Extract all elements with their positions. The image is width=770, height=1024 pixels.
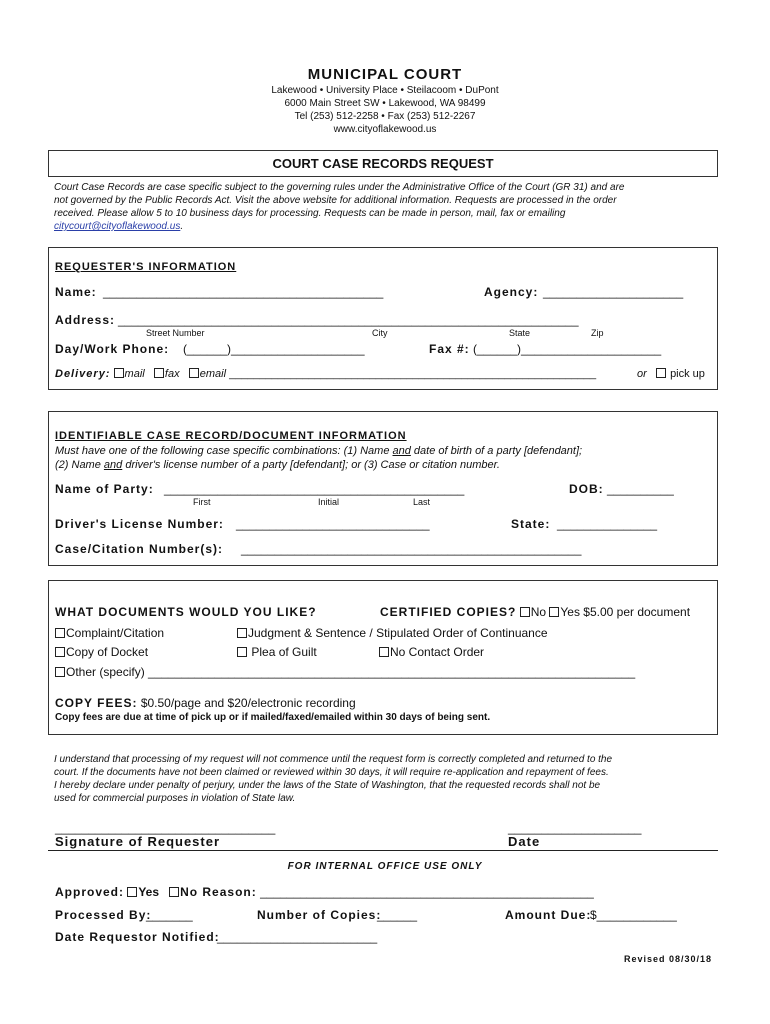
fax-option-label: fax <box>164 368 180 380</box>
certified-no-label: No <box>530 605 547 619</box>
certified-yes-label: Yes $5.00 per document <box>560 605 691 619</box>
intro-line-3: received. Please allow 5 to 10 business days for processing. Requests can be made in person, mail, fax or emailing <box>54 208 566 219</box>
docket-checkbox[interactable] <box>55 647 65 657</box>
judgment-label: Judgment & Sentence / Stipulated Order of Continuance <box>248 626 548 640</box>
party-name-label: Name of Party: <box>55 482 154 496</box>
approved-yes-checkbox[interactable] <box>127 887 137 897</box>
mail-checkbox[interactable] <box>114 368 124 378</box>
complaint-label: Complaint/Citation <box>66 626 165 640</box>
complaint-checkbox[interactable] <box>55 628 65 638</box>
case-note-1b: date of birth of a party [defendant]; <box>410 445 583 457</box>
docket-option <box>55 645 148 659</box>
case-info-heading: IDENTIFIABLE CASE RECORD/DOCUMENT INFORMATION <box>55 430 407 442</box>
email-option-label: email <box>199 368 227 380</box>
address-field[interactable]: _____________________________________________________________________ <box>118 313 579 327</box>
declaration-line-4: used for commercial purposes in violation of State law. <box>54 793 296 804</box>
court-name: MUNICIPAL COURT <box>307 66 463 83</box>
declaration-line-2: court. If the documents have not been claimed or reviewed within 30 days, it will require re-application and repayment of fees. <box>54 767 609 778</box>
nocontact-label: No Contact Order <box>390 645 485 659</box>
address-sub-street: Street Number <box>146 328 205 338</box>
copy-fees-row <box>55 696 356 710</box>
court-email-link[interactable]: citycourt@cityoflakewood.us <box>54 221 181 232</box>
date-label: Date <box>508 834 541 849</box>
amount-due-label: Amount Due: <box>505 908 592 922</box>
case-note-1-and: and <box>392 445 411 457</box>
case-note-2-and: and <box>103 459 123 471</box>
license-field[interactable]: _____________________________ <box>236 517 430 531</box>
certified-copies-row <box>380 605 690 619</box>
copy-fees-note: Copy fees are due at time of pick up or if mailed/faxed/emailed within 30 days of being sent. <box>55 712 491 723</box>
signature-label: Signature of Requester <box>55 834 221 849</box>
date-field[interactable]: ____________________ <box>508 821 642 835</box>
pickup-option <box>656 368 705 380</box>
other-label: Other (specify) <box>66 665 145 679</box>
requester-heading: REQUESTER'S INFORMATION <box>55 261 237 273</box>
plea-option <box>237 645 317 659</box>
nocontact-option <box>379 645 484 659</box>
license-label: Driver's License Number: <box>55 517 224 531</box>
intro-period: . <box>180 221 184 232</box>
dob-label: DOB: <box>569 482 604 496</box>
form-title: COURT CASE RECORDS REQUEST <box>272 156 494 171</box>
declaration-line-1: I understand that processing of my request will not commence until the request form is correctly completed and returned to the <box>54 754 613 765</box>
copy-fees-text: $0.50/page and $20/electronic recording <box>140 696 356 710</box>
email-checkbox[interactable] <box>189 368 199 378</box>
revised-date: Revised 08/30/18 <box>624 954 713 964</box>
party-name-field[interactable]: _____________________________________________ <box>164 482 465 496</box>
address-sub-state: State <box>509 328 531 338</box>
notified-field[interactable]: ________________________ <box>217 930 378 944</box>
judgment-checkbox[interactable] <box>237 628 247 638</box>
party-sub-last: Last <box>413 497 431 507</box>
amount-due-field[interactable]: $____________ <box>590 908 677 922</box>
processed-by-label: Processed By: <box>55 908 152 922</box>
signature-field[interactable]: _________________________________ <box>55 821 276 835</box>
office-use-heading: FOR INTERNAL OFFICE USE ONLY <box>287 861 483 872</box>
court-address: 6000 Main Street SW • Lakewood, WA 98499 <box>284 98 486 109</box>
declaration-line-3: I hereby declare under penalty of perjury, under the laws of the State of Washington, that the requested records shall not be <box>54 780 601 791</box>
copies-label: Number of Copies: <box>257 908 382 922</box>
intro-line-2: not governed by the Public Records Act. Visit the above website for additional information. Requests are processed in the order <box>54 195 617 206</box>
other-option <box>55 665 635 679</box>
intro-line-4 <box>54 221 183 232</box>
name-label: Name: <box>55 285 97 299</box>
case-note-2b: driver's license number of a party [defendant]; or (3) Case or citation number. <box>122 459 500 471</box>
license-state-field[interactable]: _______________ <box>557 517 658 531</box>
certified-no-checkbox[interactable] <box>520 607 530 617</box>
phone-field[interactable]: (______)____________________ <box>183 342 365 356</box>
other-checkbox[interactable] <box>55 667 65 677</box>
delivery-row <box>55 368 596 380</box>
case-note-1 <box>55 445 582 457</box>
court-website: www.cityoflakewood.us <box>333 124 437 135</box>
copies-field[interactable]: ______ <box>377 908 418 922</box>
fax-label: Fax #: <box>429 342 470 356</box>
approved-no-checkbox[interactable] <box>169 887 179 897</box>
approved-yes-label: Yes <box>138 885 160 899</box>
or-label: or <box>637 368 647 380</box>
case-note-2 <box>55 459 500 471</box>
notified-label: Date Requestor Notified: <box>55 930 220 944</box>
address-sub-city: City <box>372 328 388 338</box>
intro-line-1: Court Case Records are case specific subject to the governing rules under the Administrative Office of the Court (GR 31) and are <box>54 182 625 193</box>
name-field[interactable]: __________________________________________ <box>103 285 384 299</box>
approved-no-reason-label: No Reason: <box>180 885 257 899</box>
copy-fees-label: COPY FEES: <box>55 696 138 710</box>
citation-label: Case/Citation Number(s): <box>55 542 224 556</box>
delivery-label: Delivery: <box>55 368 111 380</box>
citation-field[interactable]: ___________________________________________________ <box>241 542 582 556</box>
title-box <box>48 150 718 177</box>
dob-field[interactable]: __________ <box>607 482 674 496</box>
other-field[interactable]: _________________________________________________________________________ <box>148 665 636 679</box>
plea-checkbox[interactable] <box>237 647 247 657</box>
phone-label: Day/Work Phone: <box>55 342 170 356</box>
certified-label: CERTIFIED COPIES? <box>380 605 517 619</box>
license-state-label: State: <box>511 517 551 531</box>
complaint-option <box>55 626 164 640</box>
pickup-checkbox[interactable] <box>656 368 666 378</box>
address-sub-zip: Zip <box>591 328 604 338</box>
agency-label: Agency: <box>484 285 539 299</box>
nocontact-checkbox[interactable] <box>379 647 389 657</box>
certified-yes-checkbox[interactable] <box>549 607 559 617</box>
signature-divider <box>48 850 718 851</box>
address-label: Address: <box>55 313 116 327</box>
court-phone: Tel (253) 512-2258 • Fax (253) 512-2267 <box>294 111 476 122</box>
reason-field[interactable]: __________________________________________________ <box>260 885 594 899</box>
agency-field[interactable]: _____________________ <box>543 285 684 299</box>
docket-label: Copy of Docket <box>66 645 149 659</box>
approved-row <box>55 885 594 899</box>
judgment-option <box>237 626 548 640</box>
fax-checkbox[interactable] <box>154 368 164 378</box>
documents-heading: WHAT DOCUMENTS WOULD YOU LIKE? <box>55 605 317 619</box>
fax-field[interactable]: (______)_____________________ <box>473 342 662 356</box>
case-note-2a: (2) Name <box>55 459 104 471</box>
case-note-1a: Must have one of the following case specific combinations: (1) Name <box>55 445 393 457</box>
party-sub-initial: Initial <box>318 497 340 507</box>
pickup-option-label: pick up <box>670 368 705 380</box>
mail-option-label: mail <box>124 368 145 380</box>
plea-label: Plea of Guilt <box>251 645 317 659</box>
email-field[interactable]: ____________________________________________________________ <box>229 368 597 380</box>
court-cities: Lakewood • University Place • Steilacoom • DuPont <box>271 85 499 96</box>
processed-by-field[interactable]: _______ <box>146 908 193 922</box>
party-sub-first: First <box>193 497 211 507</box>
approved-label: Approved: <box>55 885 124 899</box>
